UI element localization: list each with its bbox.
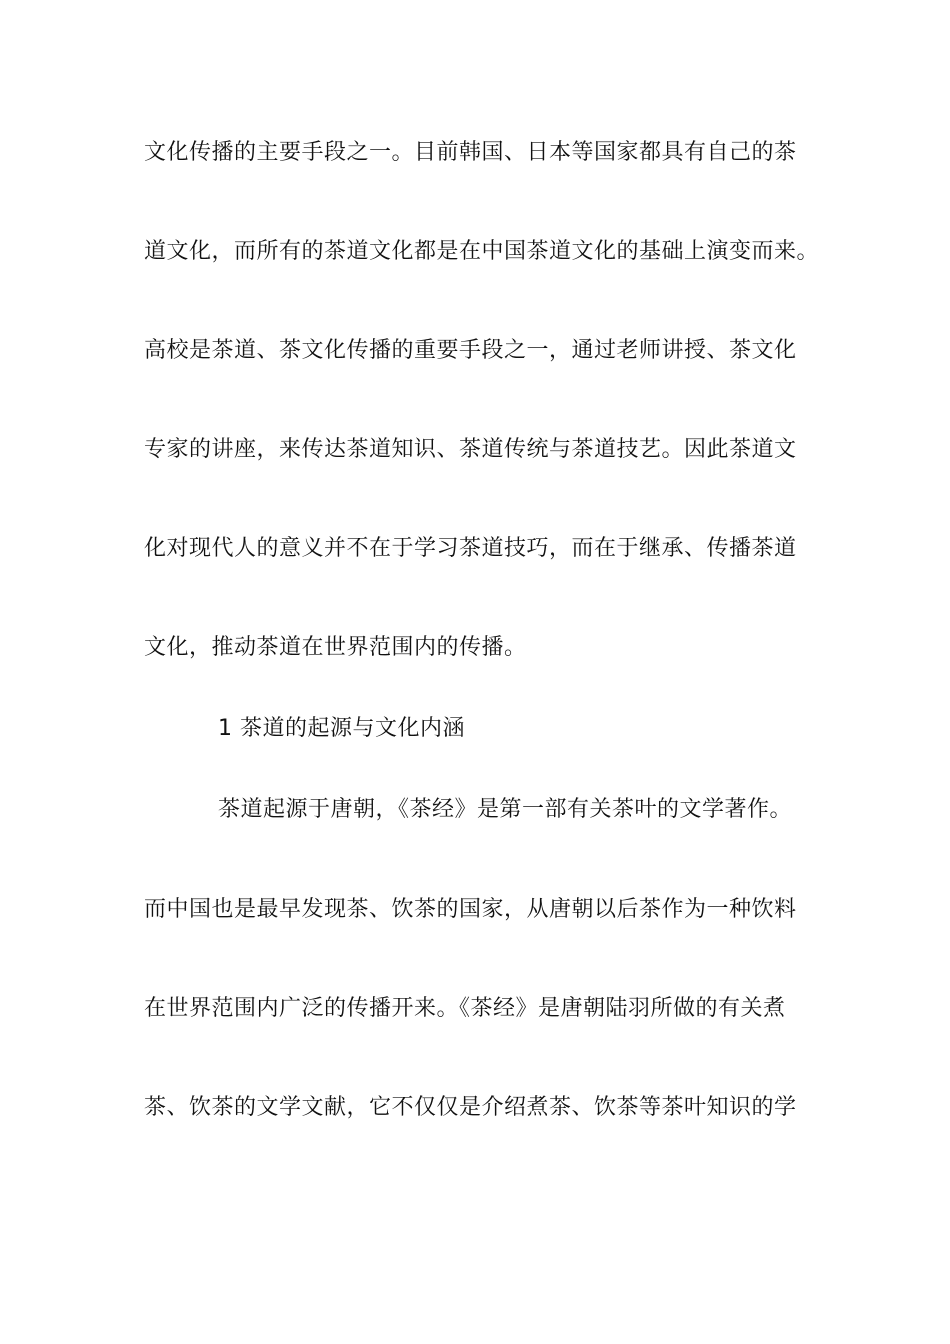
body-text-line: 文化，推动茶道在世界范围内的传播。 (144, 635, 527, 660)
body-text-line: 高校是茶道、茶文化传播的重要手段之一，通过老师讲授、茶文化 (144, 338, 797, 363)
body-text-line: 文化传播的主要手段之一。目前韩国、日本等国家都具有自己的茶 (144, 140, 797, 165)
paragraph-first-line: 茶道起源于唐朝，《茶经》是第一部有关茶叶的文学著作。 (218, 797, 793, 822)
body-text-line: 化对现代人的意义并不在于学习茶道技巧，而在于继承、传播茶道 (144, 536, 797, 561)
body-text-line: 道文化，而所有的茶道文化都是在中国茶道文化的基础上演变而来。 (144, 239, 820, 264)
body-text-line: 专家的讲座，来传达茶道知识、茶道传统与茶道技艺。因此茶道文 (144, 437, 797, 462)
body-text-line: 在世界范围内广泛的传播开来。《茶经》是唐朝陆羽所做的有关煮 (144, 996, 786, 1021)
body-text-line: 茶、饮茶的文学文献，它不仅仅是介绍煮茶、饮茶等茶叶知识的学 (144, 1095, 797, 1120)
body-text-line: 而中国也是最早发现茶、饮茶的国家，从唐朝以后茶作为一种饮料 (144, 897, 797, 922)
section-heading: 1 茶道的起源与文化内涵 (218, 716, 465, 741)
